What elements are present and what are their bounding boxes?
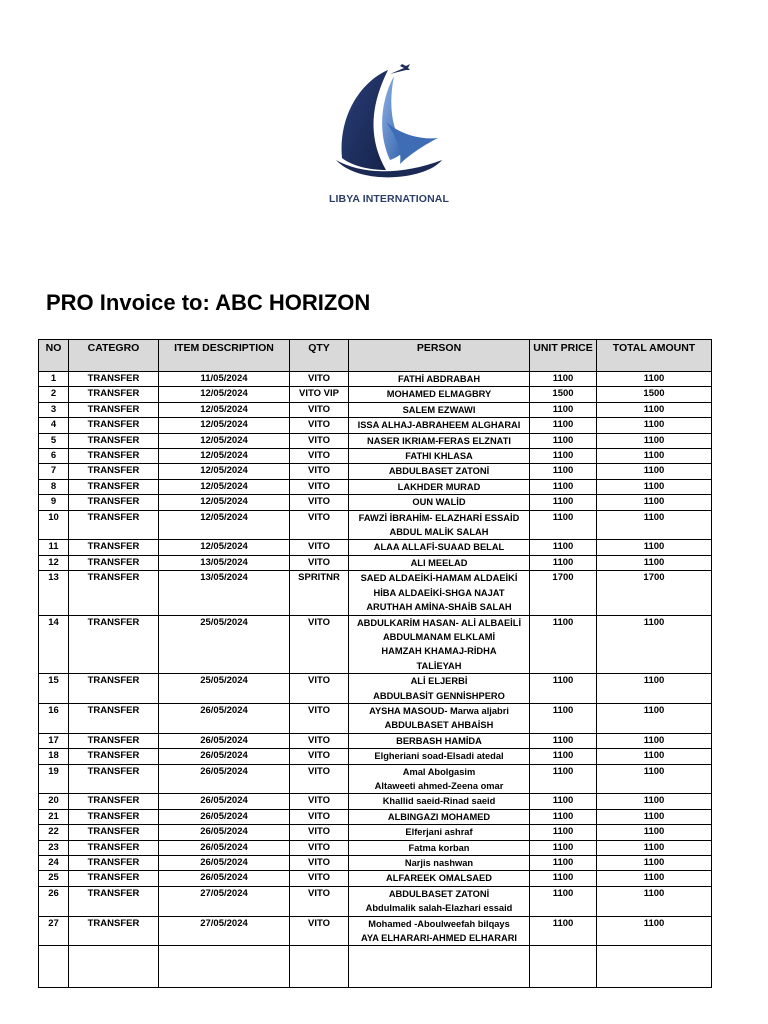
cell-person bbox=[349, 794, 530, 809]
cell-qty: VITO bbox=[290, 871, 349, 886]
cell-person bbox=[349, 886, 530, 916]
cell-person bbox=[349, 479, 530, 494]
cell-item-description: 12/05/2024 bbox=[159, 433, 290, 448]
cell-person bbox=[349, 540, 530, 555]
cell-item-description: 26/05/2024 bbox=[159, 764, 290, 794]
cell-item-description: 26/05/2024 bbox=[159, 703, 290, 733]
table-row bbox=[39, 372, 712, 387]
cell-no: 24 bbox=[39, 856, 69, 871]
cell-no: 5 bbox=[39, 433, 69, 448]
cell-item-description: 26/05/2024 bbox=[159, 825, 290, 840]
cell-category: TRANSFER bbox=[69, 433, 159, 448]
cell-item-description: 26/05/2024 bbox=[159, 871, 290, 886]
cell-category: TRANSFER bbox=[69, 540, 159, 555]
cell-category: TRANSFER bbox=[69, 510, 159, 540]
cell-item-description: 26/05/2024 bbox=[159, 840, 290, 855]
table-row bbox=[39, 540, 712, 555]
table-row bbox=[39, 433, 712, 448]
company-name: LIBYA INTERNATIONAL bbox=[329, 193, 449, 205]
empty-cell bbox=[39, 946, 69, 988]
cell-total-amount: 1500 bbox=[597, 387, 712, 402]
table-row bbox=[39, 402, 712, 417]
cell-total-amount: 1100 bbox=[597, 794, 712, 809]
cell-person bbox=[349, 495, 530, 510]
cell-category: TRANSFER bbox=[69, 464, 159, 479]
cell-total-amount: 1100 bbox=[597, 418, 712, 433]
table-row bbox=[39, 479, 712, 494]
table-row bbox=[39, 615, 712, 674]
cell-total-amount: 1100 bbox=[597, 372, 712, 387]
cell-qty: VITO bbox=[290, 495, 349, 510]
cell-qty: VITO bbox=[290, 764, 349, 794]
cell-unit-price: 1100 bbox=[530, 825, 597, 840]
cell-category: TRANSFER bbox=[69, 703, 159, 733]
cell-person bbox=[349, 449, 530, 464]
cell-total-amount: 1100 bbox=[597, 809, 712, 824]
person-line: ABDULBASET ZATONİ bbox=[388, 888, 490, 899]
person-line: ABDULBASET AHBAİSH bbox=[384, 720, 494, 731]
cell-unit-price: 1100 bbox=[530, 402, 597, 417]
company-logo bbox=[322, 62, 452, 212]
table-row bbox=[39, 387, 712, 402]
table-row bbox=[39, 916, 712, 946]
cell-category: TRANSFER bbox=[69, 749, 159, 764]
table-row bbox=[39, 840, 712, 855]
cell-qty: VITO bbox=[290, 749, 349, 764]
cell-category: TRANSFER bbox=[69, 794, 159, 809]
sailboat-plane-logo-icon bbox=[330, 62, 445, 187]
cell-qty: VITO bbox=[290, 886, 349, 916]
cell-unit-price: 1700 bbox=[530, 571, 597, 615]
cell-unit-price: 1100 bbox=[530, 794, 597, 809]
cell-qty: VITO bbox=[290, 856, 349, 871]
cell-category: TRANSFER bbox=[69, 916, 159, 946]
cell-no: 3 bbox=[39, 402, 69, 417]
person-line: ABDULMANAM ELKLAMİ bbox=[382, 631, 496, 642]
cell-item-description: 12/05/2024 bbox=[159, 387, 290, 402]
cell-no: 9 bbox=[39, 495, 69, 510]
cell-total-amount: 1100 bbox=[597, 555, 712, 570]
cell-item-description: 11/05/2024 bbox=[159, 372, 290, 387]
cell-no: 10 bbox=[39, 510, 69, 540]
cell-qty: VITO bbox=[290, 555, 349, 570]
empty-cell bbox=[530, 946, 597, 988]
cell-total-amount: 1100 bbox=[597, 703, 712, 733]
cell-item-description: 27/05/2024 bbox=[159, 916, 290, 946]
cell-total-amount: 1100 bbox=[597, 825, 712, 840]
person-line: ARUTHAH AMİNA-SHAİB SALAH bbox=[366, 602, 512, 613]
cell-total-amount: 1100 bbox=[597, 479, 712, 494]
cell-total-amount: 1100 bbox=[597, 856, 712, 871]
person-line: Elferjani ashraf bbox=[405, 827, 473, 838]
cell-category: TRANSFER bbox=[69, 615, 159, 674]
cell-item-description: 13/05/2024 bbox=[159, 571, 290, 615]
table-row bbox=[39, 886, 712, 916]
person-line: Khallid saeid-Rinad saeid bbox=[382, 796, 496, 807]
table-row bbox=[39, 856, 712, 871]
cell-unit-price: 1100 bbox=[530, 464, 597, 479]
person-line: Elgheriani soad-Elsadi atedal bbox=[374, 751, 504, 762]
person-line: OUN WALİD bbox=[412, 497, 466, 508]
cell-unit-price: 1100 bbox=[530, 764, 597, 794]
person-line: NASER IKRIAM-FERAS ELZNATI bbox=[367, 435, 511, 446]
cell-person bbox=[349, 510, 530, 540]
cell-person bbox=[349, 871, 530, 886]
cell-person bbox=[349, 615, 530, 674]
cell-category: TRANSFER bbox=[69, 555, 159, 570]
cell-category: TRANSFER bbox=[69, 372, 159, 387]
person-line: TALİEYAH bbox=[416, 660, 462, 671]
cell-item-description: 12/05/2024 bbox=[159, 464, 290, 479]
cell-unit-price: 1100 bbox=[530, 916, 597, 946]
cell-item-description: 26/05/2024 bbox=[159, 856, 290, 871]
person-line: LAKHDER MURAD bbox=[397, 481, 481, 492]
person-line: SAED ALDAEİKİ-HAMAM ALDAEİKİ bbox=[360, 573, 518, 584]
cell-qty: VITO bbox=[290, 479, 349, 494]
cell-total-amount: 1100 bbox=[597, 510, 712, 540]
cell-total-amount: 1100 bbox=[597, 764, 712, 794]
cell-qty: VITO bbox=[290, 825, 349, 840]
cell-no: 8 bbox=[39, 479, 69, 494]
cell-item-description: 12/05/2024 bbox=[159, 479, 290, 494]
cell-item-description: 26/05/2024 bbox=[159, 809, 290, 824]
person-line: Fatma korban bbox=[408, 842, 470, 853]
cell-category: TRANSFER bbox=[69, 571, 159, 615]
cell-item-description: 13/05/2024 bbox=[159, 555, 290, 570]
cell-no: 27 bbox=[39, 916, 69, 946]
cell-person bbox=[349, 387, 530, 402]
person-line: ALI MEELAD bbox=[410, 557, 468, 568]
table-row bbox=[39, 871, 712, 886]
cell-total-amount: 1100 bbox=[597, 402, 712, 417]
cell-unit-price: 1100 bbox=[530, 856, 597, 871]
cell-qty: VITO bbox=[290, 733, 349, 748]
cell-unit-price: 1100 bbox=[530, 449, 597, 464]
person-line: FATHI KHLASA bbox=[405, 451, 473, 462]
column-header-qty: QTY bbox=[290, 340, 349, 372]
cell-qty: VITO bbox=[290, 402, 349, 417]
cell-person bbox=[349, 433, 530, 448]
table-row bbox=[39, 464, 712, 479]
cell-qty: VITO bbox=[290, 615, 349, 674]
cell-qty: VITO bbox=[290, 674, 349, 704]
cell-unit-price: 1100 bbox=[530, 418, 597, 433]
person-line: HİBA ALDAEİKİ-SHGA NAJAT bbox=[373, 587, 505, 598]
cell-category: TRANSFER bbox=[69, 495, 159, 510]
cell-unit-price: 1100 bbox=[530, 540, 597, 555]
cell-qty: SPRITNR bbox=[290, 571, 349, 615]
cell-total-amount: 1100 bbox=[597, 871, 712, 886]
cell-category: TRANSFER bbox=[69, 764, 159, 794]
cell-category: TRANSFER bbox=[69, 886, 159, 916]
cell-total-amount: 1100 bbox=[597, 615, 712, 674]
cell-category: TRANSFER bbox=[69, 402, 159, 417]
cell-no: 13 bbox=[39, 571, 69, 615]
person-line: ISSA ALHAJ-ABRAHEEM ALGHARAI bbox=[357, 420, 521, 431]
cell-no: 12 bbox=[39, 555, 69, 570]
table-row bbox=[39, 674, 712, 704]
person-line: AYA ELHARARI-AHMED ELHARARI bbox=[361, 933, 517, 944]
cell-qty: VITO bbox=[290, 809, 349, 824]
person-line: Abdulmalik salah-Elazhari essaid bbox=[365, 903, 513, 914]
cell-no: 22 bbox=[39, 825, 69, 840]
cell-item-description: 12/05/2024 bbox=[159, 495, 290, 510]
cell-total-amount: 1100 bbox=[597, 464, 712, 479]
cell-person bbox=[349, 916, 530, 946]
cell-no: 18 bbox=[39, 749, 69, 764]
cell-qty: VITO bbox=[290, 510, 349, 540]
cell-unit-price: 1100 bbox=[530, 749, 597, 764]
empty-cell bbox=[349, 946, 530, 988]
person-line: ALFAREEK OMALSAED bbox=[386, 873, 492, 884]
table-row bbox=[39, 809, 712, 824]
cell-person bbox=[349, 402, 530, 417]
cell-item-description: 12/05/2024 bbox=[159, 510, 290, 540]
table-row bbox=[39, 764, 712, 794]
empty-cell bbox=[290, 946, 349, 988]
person-line: ABDULKARİM HASAN- ALİ ALBAEİLİ bbox=[356, 617, 522, 628]
cell-unit-price: 1100 bbox=[530, 886, 597, 916]
cell-category: TRANSFER bbox=[69, 733, 159, 748]
cell-qty: VITO bbox=[290, 418, 349, 433]
cell-no: 25 bbox=[39, 871, 69, 886]
cell-no: 6 bbox=[39, 449, 69, 464]
cell-total-amount: 1100 bbox=[597, 449, 712, 464]
column-header-category: CATEGRO bbox=[69, 340, 159, 372]
cell-no: 7 bbox=[39, 464, 69, 479]
cell-item-description: 27/05/2024 bbox=[159, 886, 290, 916]
person-line: FATHİ ABDRABAH bbox=[397, 374, 481, 384]
table-row bbox=[39, 825, 712, 840]
cell-person bbox=[349, 418, 530, 433]
cell-total-amount: 1700 bbox=[597, 571, 712, 615]
cell-total-amount: 1100 bbox=[597, 674, 712, 704]
cell-total-amount: 1100 bbox=[597, 733, 712, 748]
cell-person bbox=[349, 825, 530, 840]
table-row bbox=[39, 703, 712, 733]
cell-unit-price: 1100 bbox=[530, 871, 597, 886]
invoice-title: PRO Invoice to: ABC HORIZON bbox=[46, 290, 371, 315]
invoice-table bbox=[38, 339, 712, 988]
cell-unit-price: 1100 bbox=[530, 555, 597, 570]
cell-unit-price: 1100 bbox=[530, 733, 597, 748]
person-line: AYSHA MASOUD- Marwa aljabri bbox=[369, 705, 509, 716]
cell-unit-price: 1100 bbox=[530, 615, 597, 674]
person-line: ALİ ELJERBİ bbox=[410, 676, 468, 687]
cell-total-amount: 1100 bbox=[597, 916, 712, 946]
cell-no: 15 bbox=[39, 674, 69, 704]
cell-item-description: 12/05/2024 bbox=[159, 540, 290, 555]
cell-qty: VITO bbox=[290, 916, 349, 946]
person-line: ALAA ALLAFİ-SUAAD BELAL bbox=[373, 542, 505, 553]
cell-category: TRANSFER bbox=[69, 674, 159, 704]
cell-total-amount: 1100 bbox=[597, 433, 712, 448]
table-row-empty bbox=[39, 946, 712, 988]
table-row bbox=[39, 510, 712, 540]
table-row bbox=[39, 418, 712, 433]
person-line: ABDULBASET ZATONİ bbox=[388, 466, 490, 477]
table-row bbox=[39, 495, 712, 510]
cell-unit-price: 1100 bbox=[530, 372, 597, 387]
cell-unit-price: 1100 bbox=[530, 809, 597, 824]
cell-person bbox=[349, 372, 530, 387]
column-header-unit-price: UNIT PRICE bbox=[530, 340, 597, 372]
cell-total-amount: 1100 bbox=[597, 495, 712, 510]
cell-person bbox=[349, 571, 530, 615]
cell-category: TRANSFER bbox=[69, 418, 159, 433]
column-header-no: NO bbox=[39, 340, 69, 372]
table-row bbox=[39, 449, 712, 464]
table-row bbox=[39, 571, 712, 615]
cell-no: 14 bbox=[39, 615, 69, 674]
cell-person bbox=[349, 555, 530, 570]
cell-qty: VITO bbox=[290, 840, 349, 855]
cell-total-amount: 1100 bbox=[597, 886, 712, 916]
cell-person bbox=[349, 733, 530, 748]
cell-no: 1 bbox=[39, 372, 69, 387]
cell-unit-price: 1100 bbox=[530, 433, 597, 448]
person-line: Mohamed -Aboulweefah bilqays bbox=[368, 918, 510, 929]
empty-cell bbox=[597, 946, 712, 988]
cell-person bbox=[349, 464, 530, 479]
table-row bbox=[39, 555, 712, 570]
person-line: HAMZAH KHAMAJ-RİDHA bbox=[381, 646, 497, 657]
cell-qty: VITO VIP bbox=[290, 387, 349, 402]
empty-cell bbox=[159, 946, 290, 988]
cell-qty: VITO bbox=[290, 372, 349, 387]
cell-total-amount: 1100 bbox=[597, 540, 712, 555]
person-line: MOHAMED ELMAGBRY bbox=[386, 389, 492, 400]
cell-item-description: 25/05/2024 bbox=[159, 615, 290, 674]
cell-total-amount: 1100 bbox=[597, 840, 712, 855]
table-header-row bbox=[39, 340, 712, 372]
cell-no: 19 bbox=[39, 764, 69, 794]
table-row bbox=[39, 733, 712, 748]
cell-item-description: 26/05/2024 bbox=[159, 749, 290, 764]
cell-no: 16 bbox=[39, 703, 69, 733]
person-line: Amal Abolgasim bbox=[402, 766, 476, 777]
table-row bbox=[39, 749, 712, 764]
person-line: BERBASH HAMİDA bbox=[396, 735, 482, 746]
cell-no: 21 bbox=[39, 809, 69, 824]
cell-category: TRANSFER bbox=[69, 856, 159, 871]
table-row bbox=[39, 794, 712, 809]
person-line: Narjis nashwan bbox=[404, 858, 474, 868]
cell-qty: VITO bbox=[290, 433, 349, 448]
cell-unit-price: 1100 bbox=[530, 495, 597, 510]
cell-item-description: 26/05/2024 bbox=[159, 733, 290, 748]
cell-person bbox=[349, 674, 530, 704]
cell-unit-price: 1100 bbox=[530, 703, 597, 733]
cell-person bbox=[349, 809, 530, 824]
person-line: FAWZİ İBRAHİM- ELAZHARİ ESSAİD bbox=[358, 512, 520, 523]
cell-category: TRANSFER bbox=[69, 825, 159, 840]
cell-qty: VITO bbox=[290, 464, 349, 479]
cell-total-amount: 1100 bbox=[597, 749, 712, 764]
cell-no: 11 bbox=[39, 540, 69, 555]
person-line: ABDULBASİT GENNİSHPERO bbox=[373, 690, 505, 701]
cell-unit-price: 1500 bbox=[530, 387, 597, 402]
cell-category: TRANSFER bbox=[69, 449, 159, 464]
cell-person bbox=[349, 856, 530, 871]
cell-qty: VITO bbox=[290, 703, 349, 733]
person-line: Altaweeti ahmed-Zeena omar bbox=[374, 780, 504, 791]
person-line: ALBINGAZI MOHAMED bbox=[387, 811, 491, 822]
cell-category: TRANSFER bbox=[69, 479, 159, 494]
cell-person bbox=[349, 703, 530, 733]
cell-item-description: 12/05/2024 bbox=[159, 402, 290, 417]
cell-unit-price: 1100 bbox=[530, 510, 597, 540]
cell-no: 26 bbox=[39, 886, 69, 916]
cell-no: 4 bbox=[39, 418, 69, 433]
cell-item-description: 12/05/2024 bbox=[159, 449, 290, 464]
column-header-item-description: ITEM DESCRIPTION bbox=[159, 340, 290, 372]
cell-unit-price: 1100 bbox=[530, 840, 597, 855]
cell-person bbox=[349, 840, 530, 855]
person-line: ABDUL MALİK SALAH bbox=[389, 527, 489, 538]
cell-no: 20 bbox=[39, 794, 69, 809]
cell-no: 23 bbox=[39, 840, 69, 855]
cell-person bbox=[349, 764, 530, 794]
cell-no: 17 bbox=[39, 733, 69, 748]
cell-category: TRANSFER bbox=[69, 871, 159, 886]
cell-item-description: 25/05/2024 bbox=[159, 674, 290, 704]
cell-category: TRANSFER bbox=[69, 809, 159, 824]
column-header-person: PERSON bbox=[349, 340, 530, 372]
cell-item-description: 26/05/2024 bbox=[159, 794, 290, 809]
cell-unit-price: 1100 bbox=[530, 479, 597, 494]
cell-person bbox=[349, 749, 530, 764]
cell-qty: VITO bbox=[290, 449, 349, 464]
cell-category: TRANSFER bbox=[69, 840, 159, 855]
cell-unit-price: 1100 bbox=[530, 674, 597, 704]
person-line: SALEM EZWAWI bbox=[402, 404, 476, 415]
cell-no: 2 bbox=[39, 387, 69, 402]
cell-qty: VITO bbox=[290, 794, 349, 809]
empty-cell bbox=[69, 946, 159, 988]
column-header-total-amount: TOTAL AMOUNT bbox=[597, 340, 712, 372]
cell-qty: VITO bbox=[290, 540, 349, 555]
cell-category: TRANSFER bbox=[69, 387, 159, 402]
cell-item-description: 12/05/2024 bbox=[159, 418, 290, 433]
